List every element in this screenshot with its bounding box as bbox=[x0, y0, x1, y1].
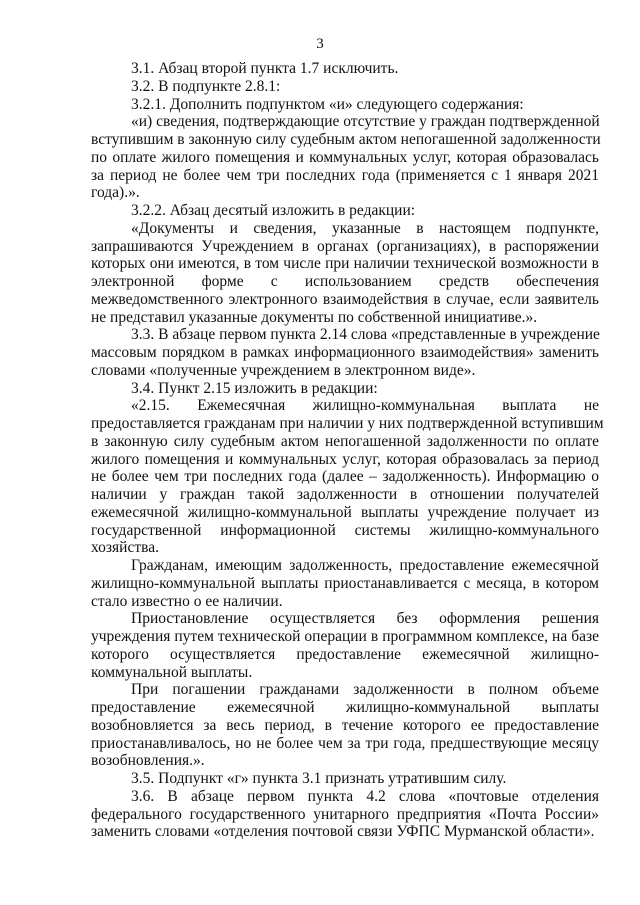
text-line: не более чем три последних года (далее – задолженность). Информацию о bbox=[91, 468, 599, 486]
text-line: 3.2.2. Абзац десятый изложить в редакции: bbox=[131, 202, 416, 219]
text-line: 3.2. В подпункте 2.8.1: bbox=[131, 77, 281, 95]
text-line: словами «полученные учреждением в электронном виде». bbox=[91, 361, 476, 379]
text-line: межведомственного электронного взаимодействия в случае, если заявитель bbox=[91, 290, 599, 308]
text-line: «и) сведения, подтверждающие отсутствие у граждан подтвержденной bbox=[131, 113, 600, 131]
text-line: по оплате жилого помещения и коммунальных услуг, которая образовалась bbox=[91, 148, 599, 166]
text-line: государственной информационной системы жилищно-коммунального bbox=[91, 521, 599, 539]
text-line: которых они имеются, в том числе при наличии технической возможности в bbox=[91, 255, 599, 273]
text-line: которого осуществляется предоставление ежемесячной жилищно- bbox=[91, 645, 599, 663]
text-line: наличии у граждан такой задолженности в отношении получателей bbox=[91, 486, 599, 503]
text-line: предоставляется гражданам при наличии у них подтвержденной вступившим bbox=[91, 415, 604, 432]
text-line: за период не более чем три последних года (применяется с 1 января 2021 bbox=[91, 166, 599, 184]
text-line: Приостановление осуществляется без оформления решения bbox=[131, 610, 599, 628]
text-line: приостанавливалось, но не более чем за три года, предшествующие месяцу bbox=[91, 734, 599, 752]
text-line: ежемесячной жилищно-коммунальной выплаты учреждение получает из bbox=[91, 503, 599, 521]
text-line: При погашении гражданами задолженности в полном объеме bbox=[131, 681, 599, 699]
text-line: «2.15. Ежемесячная жилищно-коммунальная выплата не bbox=[131, 397, 599, 415]
text-line: 3.3. В абзаце первом пункта 2.14 слова «представленные в учреждение bbox=[131, 326, 600, 344]
text-line: года).». bbox=[91, 184, 140, 202]
text-line: вступившим в законную силу судебным актом непогашенной задолженности bbox=[91, 131, 601, 148]
text-line: не представил указанные документы по собственной инициативе.». bbox=[91, 308, 538, 326]
text-line: массовым порядком в рамках информационного взаимодействия» заменить bbox=[91, 344, 599, 361]
text-line: возобновляется за весь период, в течение которого ее предоставление bbox=[91, 716, 599, 734]
text-line: заменить словами «отделения почтовой связи УФПС Мурманской области». bbox=[91, 823, 595, 841]
text-line: электронной форме с использованием средств обеспечения bbox=[91, 273, 599, 290]
text-line: жилищно-коммунальной выплаты приостанавливается с месяца, в котором bbox=[91, 574, 599, 592]
text-line: 3.2.1. Дополнить подпунктом «и» следующего содержания: bbox=[131, 95, 524, 113]
text-line: стало известно о ее наличии. bbox=[91, 592, 283, 610]
text-line: 3.4. Пункт 2.15 изложить в редакции: bbox=[131, 379, 378, 397]
text-line: федерального государственного унитарного предприятия «Почта России» bbox=[91, 805, 599, 823]
text-line: Гражданам, имеющим задолженность, предоставление ежемесячной bbox=[131, 557, 599, 574]
text-line: предоставление ежемесячной жилищно-коммунальной выплаты bbox=[91, 699, 599, 716]
text-line: 3.5. Подпункт «г» пункта 3.1 признать утратившим силу. bbox=[131, 770, 507, 787]
text-line: «Документы и сведения, указанные в настоящем подпункте, bbox=[131, 219, 599, 237]
text-line: хозяйства. bbox=[91, 539, 159, 557]
text-line: коммунальной выплаты. bbox=[91, 663, 253, 681]
text-line: 3.6. В абзаце первом пункта 4.2 слова «почтовые отделения bbox=[131, 787, 599, 805]
text-line: запрашиваются Учреждением в органах (организациях), в распоряжении bbox=[91, 237, 599, 255]
text-line: в законную силу судебным актом непогашенной задолженности по оплате bbox=[91, 432, 599, 450]
text-line: учреждения путем технической операции в программном комплексе, на базе bbox=[91, 628, 599, 645]
page-number: 3 bbox=[316, 36, 324, 52]
text-line: 3.1. Абзац второй пункта 1.7 исключить. bbox=[131, 60, 399, 77]
text-line: жилого помещения и коммунальных услуг, которая образовалась за период bbox=[91, 450, 599, 468]
text-line: возобновления.». bbox=[91, 752, 205, 770]
